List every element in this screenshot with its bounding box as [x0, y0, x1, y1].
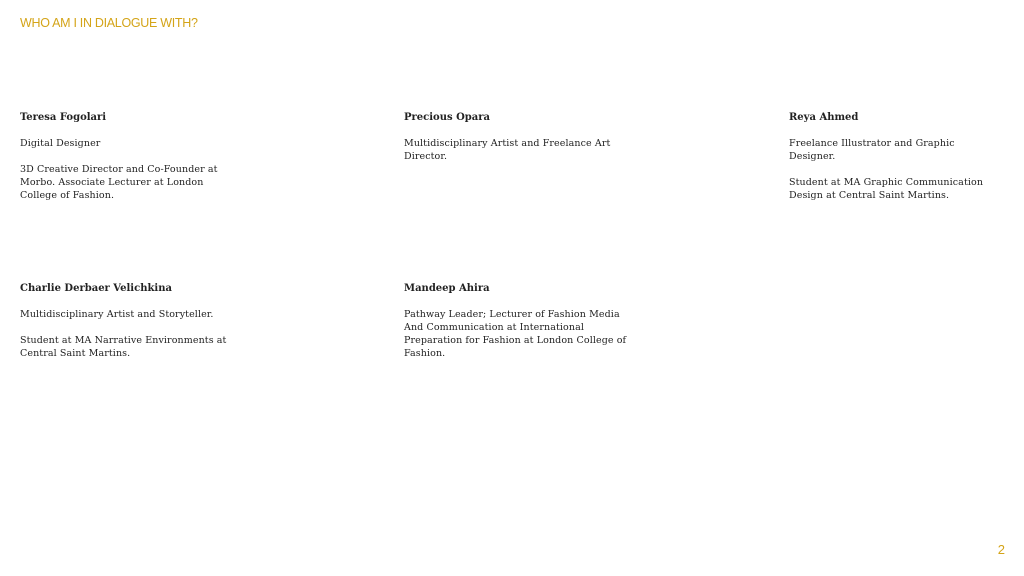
person-name: Teresa Fogolari: [20, 112, 107, 123]
person-description: Student at MA Narrative Environments at Central Saint Martins.: [20, 335, 227, 359]
person-name: Precious Opara: [404, 112, 491, 123]
person-name: Charlie Derbaer Velichkina: [20, 283, 172, 294]
person-card-reya-ahmed: [789, 111, 1004, 215]
person-description: 3D Creative Director and Co-Founder at Morbo. Associate Lecturer at London College of Fashion.: [20, 164, 218, 201]
person-role: Pathway Leader; Lecturer of Fashion Media And Communication at International Preparation for Fashion at London College of Fashion.: [404, 309, 627, 359]
person-description: Student at MA Graphic Communication Design at Central Saint Martins.: [789, 177, 984, 201]
slide-title: WHO AM I IN DIALOGUE WITH?: [20, 16, 198, 30]
person-role: Freelance Illustrator and Graphic Designer.: [789, 138, 955, 162]
page-number: 2: [997, 542, 1005, 557]
person-card-precious-opara: [404, 111, 626, 176]
person-card-teresa-fogolari: [20, 111, 240, 215]
person-name: Reya Ahmed: [789, 112, 859, 123]
person-role: Multidisciplinary Artist and Storyteller.: [20, 309, 214, 320]
person-role: Multidisciplinary Artist and Freelance Art Director.: [404, 138, 611, 162]
person-name: Mandeep Ahira: [404, 283, 490, 294]
person-role: Digital Designer: [20, 138, 101, 149]
person-card-mandeep-ahira: [404, 282, 629, 373]
person-card-charlie-derbaer-velichkina: [20, 282, 245, 373]
